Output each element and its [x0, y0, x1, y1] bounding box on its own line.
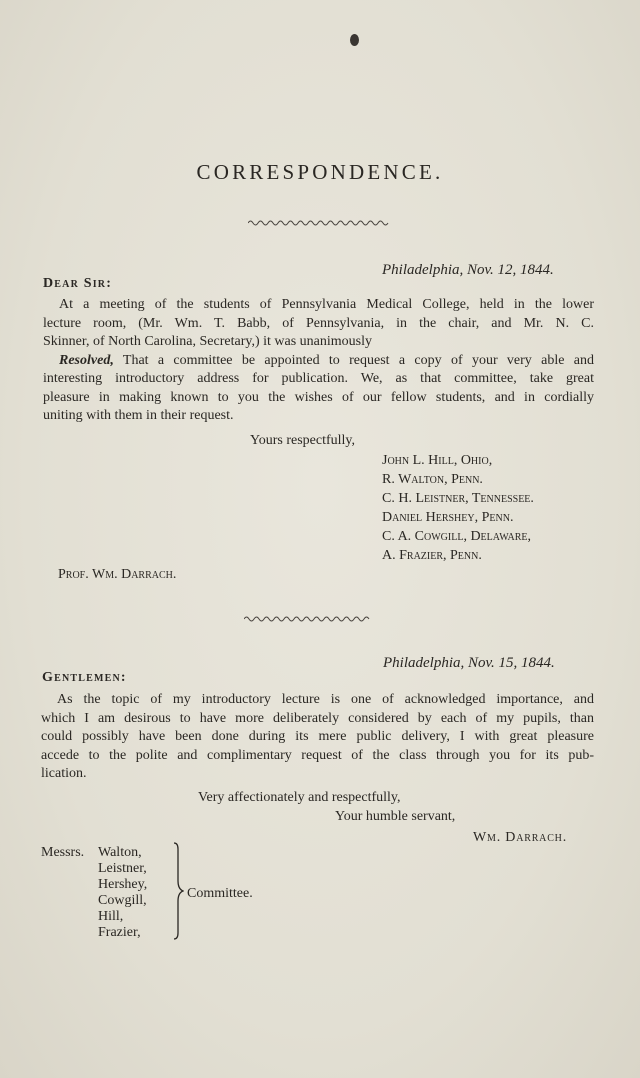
resolved-line-3: pleasure in making known to you the wishes of our fellow students, and in cordially	[43, 389, 594, 405]
signatory-4: Daniel Hershey, Penn.	[382, 510, 514, 525]
resolved-line-2: interesting introductory address for publication. We, as that committee, take great	[43, 371, 594, 386]
letter1-date: Philadelphia, Nov. 12, 1844.	[382, 262, 554, 278]
letter2-line-4: accede to the polite and complimentary request of the class through you for its pub-	[41, 747, 594, 763]
messrs-label: Messrs.	[41, 845, 85, 860]
letter1-addressee: Prof. Wm. Darrach.	[58, 567, 177, 582]
letter1-line-1: At a meeting of the students of Pennsylvania Medical College, held in the lower	[59, 297, 594, 312]
recipient-1: Walton,	[98, 845, 142, 860]
signatory-5: C. A. Cowgill, Delaware,	[382, 529, 532, 544]
resolved-text: That a committee be appointed to request a copy of your very able and	[113, 352, 594, 368]
letter2-salutation: Gentlemen:	[42, 670, 127, 685]
letter2-date: Philadelphia, Nov. 15, 1844.	[383, 655, 555, 671]
letter1-body	[43, 296, 594, 426]
signatory-6: A. Frazier, Penn.	[382, 548, 482, 563]
letter1-line-2: lecture room, (Mr. Wm. T. Babb, of Pennsylvania, in the chair, and Mr. N. C.	[43, 315, 594, 331]
resolved-word: Resolved,	[59, 352, 114, 368]
decorative-divider-middle	[244, 615, 370, 623]
resolved-line-1	[43, 352, 594, 371]
letter2-closing-1: Very affectionately and respectfully,	[198, 790, 401, 805]
letter2-line-5: lication.	[41, 766, 87, 781]
letter2-body	[41, 691, 594, 784]
page-title: CORRESPONDENCE.	[196, 160, 444, 184]
decorative-divider-top	[248, 219, 390, 227]
curly-brace	[170, 841, 184, 941]
signatory-1: John L. Hill, Ohio,	[382, 453, 493, 468]
letter1-line-3: Skinner, of North Carolina, Secretary,) it was unanimously	[43, 334, 373, 349]
signatory-3: C. H. Leistner, Tennessee.	[382, 491, 534, 506]
recipient-5: Hill,	[98, 909, 124, 924]
letter1-salutation: Dear Sir:	[43, 276, 113, 291]
ink-blot	[350, 34, 359, 46]
recipient-6: Frazier,	[98, 925, 141, 940]
letter2-line-1: As the topic of my introductory lecture is one of acknowledged importance, and	[57, 692, 594, 707]
letter2-line-3: could possibly have been done during its mere public delivery, I with great pleasure	[41, 729, 594, 744]
recipient-2: Leistner,	[98, 861, 147, 876]
letter1-closing: Yours respectfully,	[250, 433, 355, 448]
letter2-closing-2: Your humble servant,	[335, 809, 456, 824]
resolved-line-4: uniting with them in their request.	[43, 408, 234, 423]
committee-label: Committee.	[187, 886, 253, 901]
signatory-2: R. Walton, Penn.	[382, 472, 483, 487]
recipient-3: Hershey,	[98, 877, 148, 892]
recipient-4: Cowgill,	[98, 893, 147, 908]
letter2-line-2: which I am desirous to have more deliberately considered by each of my pupils, than	[41, 710, 594, 726]
letter2-signature: Wm. Darrach.	[473, 830, 567, 845]
